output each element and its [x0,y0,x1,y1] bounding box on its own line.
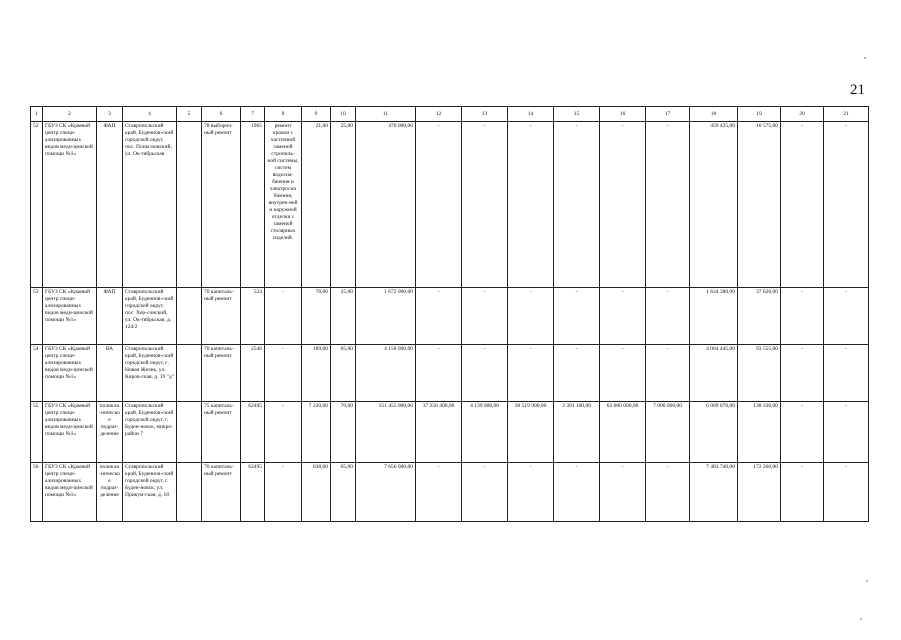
column-header: 2 [43,107,97,122]
facility-type-cell: ФАП [97,122,123,288]
column-header: 5 [177,107,202,122]
cell-col17: - [646,463,690,522]
cell-col15: - [554,463,600,522]
registry-table [30,106,869,522]
cell-col21: - [824,288,869,345]
total-cost-cell: 4 158 000,00 [356,345,416,402]
cell-col17: - [646,345,690,402]
column-header: 3 [97,107,123,122]
cell-col19: 37 620,00 [738,288,781,345]
cell-col20: - [781,122,824,288]
table-row [31,345,869,402]
cell-col20: - [781,345,824,402]
cell-col20: - [781,463,824,522]
total-cost-cell: 1 672 000,00 [356,288,416,345]
column-header: 12 [416,107,462,122]
cell-col17: 7 000 000,00 [646,402,690,463]
total-cost-cell: 7 656 000,00 [356,463,416,522]
works-description-cell: - [265,463,302,522]
cell-col13: - [462,345,508,402]
scan-speck [864,57,866,59]
cell-col14: - [508,463,554,522]
cell-col21: - [824,122,869,288]
page-number: 21 [850,82,865,98]
repair-type-cell: 75 капиталь-ный ремонт [202,402,241,463]
column-header: 8 [265,107,302,122]
cell-col19: 172 260,00 [738,463,781,522]
column-header: 4 [123,107,177,122]
cell-col12: - [416,345,462,402]
row-number-cell: 56 [31,463,43,522]
column-header: 1 [31,107,43,122]
cell-col10: 25,00 [331,122,356,288]
address-cell: Ставропольский край, Буденнов-ский городской округ, пос. Попы-новский, ул. Ок-тябрьская [123,122,177,288]
cell-col16: - [600,122,646,288]
column-header: 10 [331,107,356,122]
column-header: 7 [241,107,265,122]
repair-type-cell: 70 капиталь-ный ремонт [202,463,241,522]
works-description-cell: - [265,345,302,402]
cell-col14: 30 519 900,00 [508,402,554,463]
cell-col9: 76,00 [302,288,331,345]
table-row [31,122,869,288]
cell-col16: - [600,345,646,402]
cell-col10: 65,00 [331,463,356,522]
cell-col20: - [781,288,824,345]
column-header: 6 [202,107,241,122]
institution-cell: ГБУЗ СК «Краевой центр специ-ализированных видов меди-цинской помощи №1» [43,345,97,402]
cell-col7: 62495 [241,463,265,522]
cell-col18: 459 425,00 [690,122,738,288]
institution-cell: ГБУЗ СК «Краевой центр специ-ализированных видов меди-цинской помощи №1» [43,122,97,288]
facility-type-cell: ВА [97,345,123,402]
total-cost-cell: 151 455 000,00 [356,402,416,463]
cell-col13: - [462,288,508,345]
cell-col21: - [824,402,869,463]
column-header: 14 [508,107,554,122]
works-description-cell: ремонт кровли с частичной заменой стропиль-ной системы, систем водосна-бжения и электросна бжения, внутрен-ней и наружной отделки с заменой столярных изделий. [265,122,302,288]
repair-type-cell: 70 капиталь-ный ремонт [202,288,241,345]
repair-type-cell: 70 капиталь-ный ремонт [202,345,241,402]
address-cell: Ставропольский край, Буденнов-ский городской округ, г. Буден-новск, ул. Прикум-ская, д. 18 [123,463,177,522]
cell-col19: 10 575,00 [738,122,781,288]
cell-col12: - [416,463,462,522]
cell-col10: 25,00 [331,288,356,345]
row-number-cell: 53 [31,288,43,345]
cell-col5 [177,122,202,288]
cell-col9: 7 320,00 [302,402,331,463]
cell-col9: 21,00 [302,122,331,288]
total-cost-cell: 470 000,00 [356,122,416,288]
cell-col10: 65,00 [331,345,356,402]
cell-col5 [177,288,202,345]
cell-col12: - [416,122,462,288]
cell-col18: 6 009 670,00 [690,402,738,463]
cell-col19: 93 555,00 [738,345,781,402]
cell-col17: - [646,122,690,288]
column-header: 18 [690,107,738,122]
works-description-cell: - [265,288,302,345]
cell-col15: - [554,345,600,402]
table-row [31,402,869,463]
cell-col13: - [462,122,508,288]
institution-cell: ГБУЗ СК «Краевой центр специ-ализированных видов меди-цинской помощи №1» [43,288,97,345]
cell-col12: 37 256 400,00 [416,402,462,463]
cell-col15: 3 391 100,00 [554,402,600,463]
cell-col7: 62495 [241,402,265,463]
row-number-cell: 55 [31,402,43,463]
cell-col15: - [554,122,600,288]
row-number-cell: 52 [31,122,43,288]
cell-col21: - [824,463,869,522]
cell-col21: - [824,345,869,402]
column-header: 17 [646,107,690,122]
column-header: 19 [738,107,781,122]
cell-col19: 138 330,00 [738,402,781,463]
facility-type-cell: ФАП [97,288,123,345]
cell-col5 [177,345,202,402]
works-description-cell: - [265,402,302,463]
column-header: 21 [824,107,869,122]
cell-col14: - [508,122,554,288]
table-header-row [31,107,869,122]
address-cell: Ставропольский край, Буденнов-ский городской округ, с. Новая Жизнь, ул. Киров-ская, д. 19 "д" [123,345,177,402]
scan-speck [860,618,862,620]
cell-col10: 70,00 [331,402,356,463]
scan-speck [866,580,868,582]
cell-col14: - [508,345,554,402]
cell-col16: 63 000 000,00 [600,402,646,463]
cell-col12: - [416,288,462,345]
cell-col7: 2546 [241,345,265,402]
column-header: 11 [356,107,416,122]
address-cell: Ставропольский край, Буденнов-ский городской округ, г. Буден-новск, микро-район 7 [123,402,177,463]
cell-col18: 7 483 740,00 [690,463,738,522]
table-row [31,288,869,345]
institution-cell: ГБУЗ СК «Краевой центр специ-ализированных видов меди-цинской помощи №1» [43,463,97,522]
cell-col7: 1965 [241,122,265,288]
cell-col18: 1 634 380,00 [690,288,738,345]
cell-col9: 189,00 [302,345,331,402]
repair-type-cell: 78 выбороч-ный ремонт [202,122,241,288]
cell-col18: 4 064 445,00 [690,345,738,402]
cell-col5 [177,463,202,522]
row-number-cell: 54 [31,345,43,402]
institution-cell: ГБУЗ СК «Краевой центр специ-ализированных видов меди-цинской помощи №1» [43,402,97,463]
column-header: 16 [600,107,646,122]
cell-col15: - [554,288,600,345]
column-header: 15 [554,107,600,122]
cell-col9: 638,00 [302,463,331,522]
column-header: 9 [302,107,331,122]
cell-col20: - [781,402,824,463]
cell-col13: 4 139 600,00 [462,402,508,463]
cell-col5 [177,402,202,463]
cell-col14: - [508,288,554,345]
cell-col7: 524 [241,288,265,345]
address-cell: Ставропольский край, Буденнов-ский городской округ, пос. Хер-сонский, ул. Ок-тябрьская, д. 124/2 [123,288,177,345]
facility-type-cell: поликли-ническое подраз-деление [97,402,123,463]
table-row [31,463,869,522]
cell-col17: - [646,288,690,345]
column-header: 13 [462,107,508,122]
facility-type-cell: поликли-ническое подраз-деление [97,463,123,522]
cell-col16: - [600,463,646,522]
cell-col16: - [600,288,646,345]
column-header: 20 [781,107,824,122]
cell-col13: - [462,463,508,522]
